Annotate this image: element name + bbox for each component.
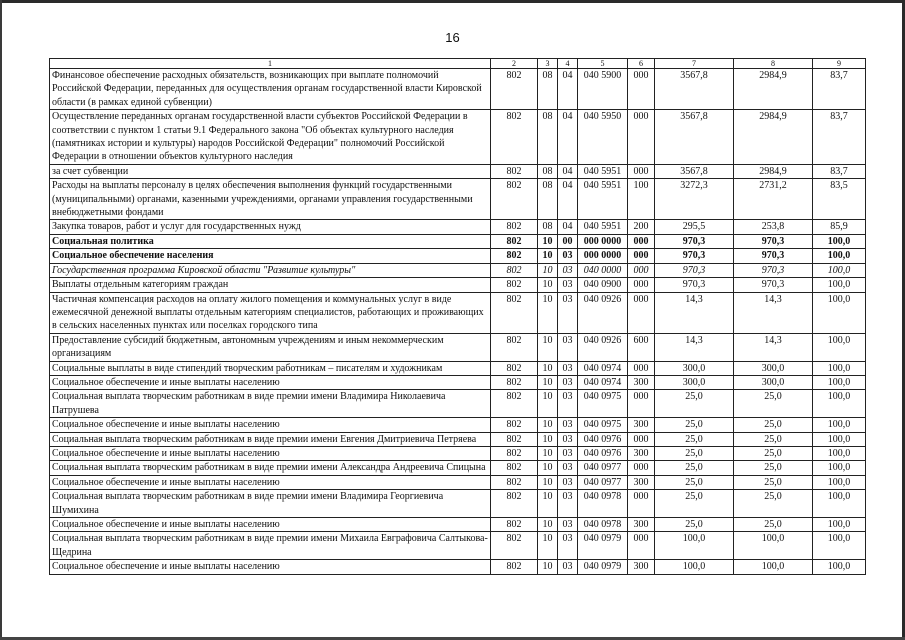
table-row xyxy=(50,263,866,277)
actual-amount-cell: 100,0 xyxy=(734,532,813,560)
planned-amount-cell: 25,0 xyxy=(655,418,734,432)
table-row xyxy=(50,69,866,110)
planned-amount-cell: 25,0 xyxy=(655,390,734,418)
target-item-cell: 040 5951 xyxy=(578,220,628,234)
planned-amount-cell: 25,0 xyxy=(655,518,734,532)
target-item-cell: 040 5951 xyxy=(578,164,628,178)
row-name-cell: Социальная выплата творческим работникам в виде премии имени Михаила Евграфовича Салтыкова-Щедрина xyxy=(50,532,491,560)
row-name-cell: Социальное обеспечение и иные выплаты населению xyxy=(50,475,491,489)
table-row xyxy=(50,461,866,475)
target-item-cell: 000 0000 xyxy=(578,249,628,263)
section-cell: 10 xyxy=(538,518,558,532)
header-cell: 3 xyxy=(538,59,558,69)
percent-cell: 83,5 xyxy=(813,179,866,220)
subsection-cell: 03 xyxy=(558,361,578,375)
actual-amount-cell: 2731,2 xyxy=(734,179,813,220)
actual-amount-cell: 25,0 xyxy=(734,475,813,489)
percent-cell: 100,0 xyxy=(813,532,866,560)
target-item-cell: 040 5900 xyxy=(578,69,628,110)
percent-cell: 100,0 xyxy=(813,333,866,361)
subsection-cell: 03 xyxy=(558,390,578,418)
budget-table xyxy=(49,58,866,575)
table-body xyxy=(50,69,866,575)
expense-type-cell: 600 xyxy=(628,333,655,361)
subsection-cell: 03 xyxy=(558,475,578,489)
table-row xyxy=(50,532,866,560)
planned-amount-cell: 3567,8 xyxy=(655,69,734,110)
expense-type-cell: 000 xyxy=(628,432,655,446)
percent-cell: 100,0 xyxy=(813,418,866,432)
planned-amount-cell: 25,0 xyxy=(655,446,734,460)
table-row xyxy=(50,333,866,361)
percent-cell: 85,9 xyxy=(813,220,866,234)
expense-type-cell: 200 xyxy=(628,220,655,234)
target-item-cell: 040 0975 xyxy=(578,418,628,432)
percent-cell: 83,7 xyxy=(813,164,866,178)
section-cell: 10 xyxy=(538,418,558,432)
section-cell: 08 xyxy=(538,69,558,110)
planned-amount-cell: 100,0 xyxy=(655,560,734,574)
row-name-cell: Осуществление переданных органам государственной власти субъектов Российской Федерации в соответствии с пунктом 1 статьи 9.1 Федерального закона "Об объектах культурного наследия (памятниках истории и культуры) народов Российской Федерации" полномочий Российской Федерации в отношении объектов культурного наследия xyxy=(50,110,491,165)
actual-amount-cell: 2984,9 xyxy=(734,69,813,110)
section-cell: 10 xyxy=(538,432,558,446)
section-cell: 10 xyxy=(538,461,558,475)
admin-code-cell: 802 xyxy=(491,278,538,292)
table-row xyxy=(50,375,866,389)
percent-cell: 100,0 xyxy=(813,560,866,574)
section-cell: 08 xyxy=(538,164,558,178)
admin-code-cell: 802 xyxy=(491,446,538,460)
expense-type-cell: 000 xyxy=(628,278,655,292)
section-cell: 10 xyxy=(538,532,558,560)
table-row xyxy=(50,278,866,292)
section-cell: 08 xyxy=(538,179,558,220)
planned-amount-cell: 970,3 xyxy=(655,234,734,248)
admin-code-cell: 802 xyxy=(491,432,538,446)
row-name-cell: Социальная выплата творческим работникам в виде премии имени Александра Андреевича Спицына xyxy=(50,461,491,475)
subsection-cell: 03 xyxy=(558,249,578,263)
planned-amount-cell: 100,0 xyxy=(655,532,734,560)
planned-amount-cell: 14,3 xyxy=(655,333,734,361)
admin-code-cell: 802 xyxy=(491,249,538,263)
actual-amount-cell: 25,0 xyxy=(734,390,813,418)
planned-amount-cell: 970,3 xyxy=(655,263,734,277)
row-name-cell: Государственная программа Кировской области "Развитие культуры" xyxy=(50,263,491,277)
admin-code-cell: 802 xyxy=(491,220,538,234)
planned-amount-cell: 25,0 xyxy=(655,461,734,475)
subsection-cell: 03 xyxy=(558,418,578,432)
section-cell: 10 xyxy=(538,446,558,460)
subsection-cell: 04 xyxy=(558,69,578,110)
subsection-cell: 03 xyxy=(558,333,578,361)
target-item-cell: 040 0976 xyxy=(578,446,628,460)
expense-type-cell: 000 xyxy=(628,263,655,277)
row-name-cell: Частичная компенсация расходов на оплату жилого помещения и коммунальных услуг в виде ежемесячной денежной выплаты отдельным категориям специалистов, работающих и проживающих в сельских населенных пунктах или поселках городского типа xyxy=(50,292,491,333)
planned-amount-cell: 25,0 xyxy=(655,475,734,489)
table-row xyxy=(50,418,866,432)
subsection-cell: 03 xyxy=(558,263,578,277)
row-name-cell: Расходы на выплаты персоналу в целях обеспечения выполнения функций государственными (муниципальными) органами, казенными учреждениями, органами управления государственными внебюджетными фондами xyxy=(50,179,491,220)
row-name-cell: Финансовое обеспечение расходных обязательств, возникающих при выплате полномочий Российской Федерации, переданных для осуществления органам государственной власти Кировской области (в рамках единой субвенции) xyxy=(50,69,491,110)
actual-amount-cell: 300,0 xyxy=(734,375,813,389)
row-name-cell: Социальное обеспечение и иные выплаты населению xyxy=(50,518,491,532)
page-number: 16 xyxy=(445,30,460,45)
percent-cell: 100,0 xyxy=(813,446,866,460)
subsection-cell: 04 xyxy=(558,164,578,178)
actual-amount-cell: 25,0 xyxy=(734,446,813,460)
header-cell: 6 xyxy=(628,59,655,69)
header-cell: 1 xyxy=(50,59,491,69)
section-cell: 10 xyxy=(538,292,558,333)
table-row xyxy=(50,361,866,375)
expense-type-cell: 000 xyxy=(628,164,655,178)
target-item-cell: 040 0979 xyxy=(578,532,628,560)
admin-code-cell: 802 xyxy=(491,292,538,333)
admin-code-cell: 802 xyxy=(491,418,538,432)
admin-code-cell: 802 xyxy=(491,390,538,418)
planned-amount-cell: 3272,3 xyxy=(655,179,734,220)
subsection-cell: 04 xyxy=(558,220,578,234)
admin-code-cell: 802 xyxy=(491,333,538,361)
planned-amount-cell: 295,5 xyxy=(655,220,734,234)
header-row xyxy=(50,59,866,69)
percent-cell: 100,0 xyxy=(813,249,866,263)
row-name-cell: Социальное обеспечение и иные выплаты населению xyxy=(50,418,491,432)
actual-amount-cell: 970,3 xyxy=(734,263,813,277)
subsection-cell: 03 xyxy=(558,446,578,460)
admin-code-cell: 802 xyxy=(491,375,538,389)
subsection-cell: 03 xyxy=(558,560,578,574)
section-cell: 10 xyxy=(538,390,558,418)
admin-code-cell: 802 xyxy=(491,490,538,518)
table-row xyxy=(50,518,866,532)
row-name-cell: Социальная политика xyxy=(50,234,491,248)
row-name-cell: Социальная выплата творческим работникам в виде премии имени Владимира Георгиевича Шумихина xyxy=(50,490,491,518)
subsection-cell: 03 xyxy=(558,432,578,446)
table-row xyxy=(50,560,866,574)
scan-edge-left xyxy=(0,0,2,640)
target-item-cell: 040 0974 xyxy=(578,375,628,389)
section-cell: 10 xyxy=(538,560,558,574)
target-item-cell: 040 0900 xyxy=(578,278,628,292)
header-cell: 5 xyxy=(578,59,628,69)
admin-code-cell: 802 xyxy=(491,361,538,375)
actual-amount-cell: 25,0 xyxy=(734,490,813,518)
section-cell: 10 xyxy=(538,333,558,361)
subsection-cell: 03 xyxy=(558,375,578,389)
table-row xyxy=(50,292,866,333)
percent-cell: 100,0 xyxy=(813,390,866,418)
target-item-cell: 040 0976 xyxy=(578,432,628,446)
admin-code-cell: 802 xyxy=(491,69,538,110)
section-cell: 10 xyxy=(538,361,558,375)
target-item-cell: 040 0977 xyxy=(578,475,628,489)
row-name-cell: Закупка товаров, работ и услуг для государственных нужд xyxy=(50,220,491,234)
percent-cell: 100,0 xyxy=(813,375,866,389)
section-cell: 10 xyxy=(538,249,558,263)
subsection-cell: 03 xyxy=(558,532,578,560)
row-name-cell: Социальная выплата творческим работникам в виде премии имени Владимира Николаевича Патрушева xyxy=(50,390,491,418)
expense-type-cell: 000 xyxy=(628,390,655,418)
actual-amount-cell: 253,8 xyxy=(734,220,813,234)
percent-cell: 100,0 xyxy=(813,361,866,375)
planned-amount-cell: 3567,8 xyxy=(655,110,734,165)
actual-amount-cell: 2984,9 xyxy=(734,164,813,178)
expense-type-cell: 100 xyxy=(628,179,655,220)
subsection-cell: 04 xyxy=(558,110,578,165)
target-item-cell: 040 0926 xyxy=(578,292,628,333)
percent-cell: 83,7 xyxy=(813,110,866,165)
row-name-cell: Социальные выплаты в виде стипендий творческим работникам – писателям и художникам xyxy=(50,361,491,375)
expense-type-cell: 300 xyxy=(628,518,655,532)
section-cell: 10 xyxy=(538,490,558,518)
planned-amount-cell: 25,0 xyxy=(655,432,734,446)
percent-cell: 100,0 xyxy=(813,490,866,518)
target-item-cell: 040 5950 xyxy=(578,110,628,165)
actual-amount-cell: 14,3 xyxy=(734,333,813,361)
expense-type-cell: 000 xyxy=(628,292,655,333)
subsection-cell: 04 xyxy=(558,179,578,220)
admin-code-cell: 802 xyxy=(491,532,538,560)
actual-amount-cell: 25,0 xyxy=(734,461,813,475)
expense-type-cell: 000 xyxy=(628,110,655,165)
planned-amount-cell: 25,0 xyxy=(655,490,734,518)
subsection-cell: 03 xyxy=(558,461,578,475)
actual-amount-cell: 25,0 xyxy=(734,432,813,446)
expense-type-cell: 000 xyxy=(628,490,655,518)
actual-amount-cell: 970,3 xyxy=(734,249,813,263)
expense-type-cell: 300 xyxy=(628,560,655,574)
actual-amount-cell: 14,3 xyxy=(734,292,813,333)
planned-amount-cell: 300,0 xyxy=(655,361,734,375)
section-cell: 10 xyxy=(538,263,558,277)
percent-cell: 100,0 xyxy=(813,475,866,489)
table-row xyxy=(50,220,866,234)
table-row xyxy=(50,490,866,518)
expense-type-cell: 300 xyxy=(628,418,655,432)
target-item-cell: 040 5951 xyxy=(578,179,628,220)
expense-type-cell: 300 xyxy=(628,475,655,489)
table-row xyxy=(50,249,866,263)
admin-code-cell: 802 xyxy=(491,164,538,178)
percent-cell: 100,0 xyxy=(813,432,866,446)
actual-amount-cell: 100,0 xyxy=(734,560,813,574)
expense-type-cell: 000 xyxy=(628,532,655,560)
planned-amount-cell: 14,3 xyxy=(655,292,734,333)
percent-cell: 100,0 xyxy=(813,263,866,277)
row-name-cell: Предоставление субсидий бюджетным, автономным учреждениям и иным некоммерческим организациям xyxy=(50,333,491,361)
actual-amount-cell: 25,0 xyxy=(734,518,813,532)
row-name-cell: Выплаты отдельным категориям граждан xyxy=(50,278,491,292)
actual-amount-cell: 25,0 xyxy=(734,418,813,432)
row-name-cell: Социальная выплата творческим работникам в виде премии имени Евгения Дмитриевича Петряева xyxy=(50,432,491,446)
admin-code-cell: 802 xyxy=(491,263,538,277)
table-row xyxy=(50,432,866,446)
section-cell: 10 xyxy=(538,278,558,292)
row-name-cell: Социальное обеспечение и иные выплаты населению xyxy=(50,560,491,574)
target-item-cell: 040 0978 xyxy=(578,518,628,532)
header-cell: 4 xyxy=(558,59,578,69)
table-row xyxy=(50,475,866,489)
expense-type-cell: 000 xyxy=(628,69,655,110)
header-cell: 7 xyxy=(655,59,734,69)
percent-cell: 100,0 xyxy=(813,292,866,333)
expense-type-cell: 000 xyxy=(628,461,655,475)
admin-code-cell: 802 xyxy=(491,475,538,489)
admin-code-cell: 802 xyxy=(491,110,538,165)
header-cell: 8 xyxy=(734,59,813,69)
target-item-cell: 040 0975 xyxy=(578,390,628,418)
subsection-cell: 03 xyxy=(558,518,578,532)
admin-code-cell: 802 xyxy=(491,560,538,574)
target-item-cell: 040 0977 xyxy=(578,461,628,475)
actual-amount-cell: 970,3 xyxy=(734,278,813,292)
target-item-cell: 040 0979 xyxy=(578,560,628,574)
section-cell: 10 xyxy=(538,475,558,489)
actual-amount-cell: 300,0 xyxy=(734,361,813,375)
planned-amount-cell: 3567,8 xyxy=(655,164,734,178)
section-cell: 10 xyxy=(538,375,558,389)
target-item-cell: 000 0000 xyxy=(578,234,628,248)
planned-amount-cell: 300,0 xyxy=(655,375,734,389)
percent-cell: 100,0 xyxy=(813,518,866,532)
admin-code-cell: 802 xyxy=(491,518,538,532)
section-cell: 08 xyxy=(538,110,558,165)
row-name-cell: Социальное обеспечение населения xyxy=(50,249,491,263)
expense-type-cell: 000 xyxy=(628,249,655,263)
table-row xyxy=(50,390,866,418)
table-row xyxy=(50,446,866,460)
admin-code-cell: 802 xyxy=(491,234,538,248)
percent-cell: 100,0 xyxy=(813,461,866,475)
table-row xyxy=(50,164,866,178)
percent-cell: 83,7 xyxy=(813,69,866,110)
actual-amount-cell: 970,3 xyxy=(734,234,813,248)
header-cell: 2 xyxy=(491,59,538,69)
expense-type-cell: 300 xyxy=(628,446,655,460)
section-cell: 08 xyxy=(538,220,558,234)
subsection-cell: 03 xyxy=(558,278,578,292)
percent-cell: 100,0 xyxy=(813,234,866,248)
table-row xyxy=(50,110,866,165)
header-cell: 9 xyxy=(813,59,866,69)
table-row xyxy=(50,234,866,248)
row-name-cell: Социальное обеспечение и иные выплаты населению xyxy=(50,446,491,460)
target-item-cell: 040 0974 xyxy=(578,361,628,375)
percent-cell: 100,0 xyxy=(813,278,866,292)
target-item-cell: 040 0000 xyxy=(578,263,628,277)
subsection-cell: 03 xyxy=(558,292,578,333)
expense-type-cell: 300 xyxy=(628,375,655,389)
expense-type-cell: 000 xyxy=(628,234,655,248)
actual-amount-cell: 2984,9 xyxy=(734,110,813,165)
scan-edge-top xyxy=(0,0,905,3)
table-row xyxy=(50,179,866,220)
target-item-cell: 040 0978 xyxy=(578,490,628,518)
row-name-cell: Социальное обеспечение и иные выплаты населению xyxy=(50,375,491,389)
planned-amount-cell: 970,3 xyxy=(655,278,734,292)
target-item-cell: 040 0926 xyxy=(578,333,628,361)
subsection-cell: 03 xyxy=(558,490,578,518)
section-cell: 10 xyxy=(538,234,558,248)
expense-type-cell: 000 xyxy=(628,361,655,375)
admin-code-cell: 802 xyxy=(491,461,538,475)
admin-code-cell: 802 xyxy=(491,179,538,220)
subsection-cell: 00 xyxy=(558,234,578,248)
row-name-cell: за счет субвенции xyxy=(50,164,491,178)
planned-amount-cell: 970,3 xyxy=(655,249,734,263)
